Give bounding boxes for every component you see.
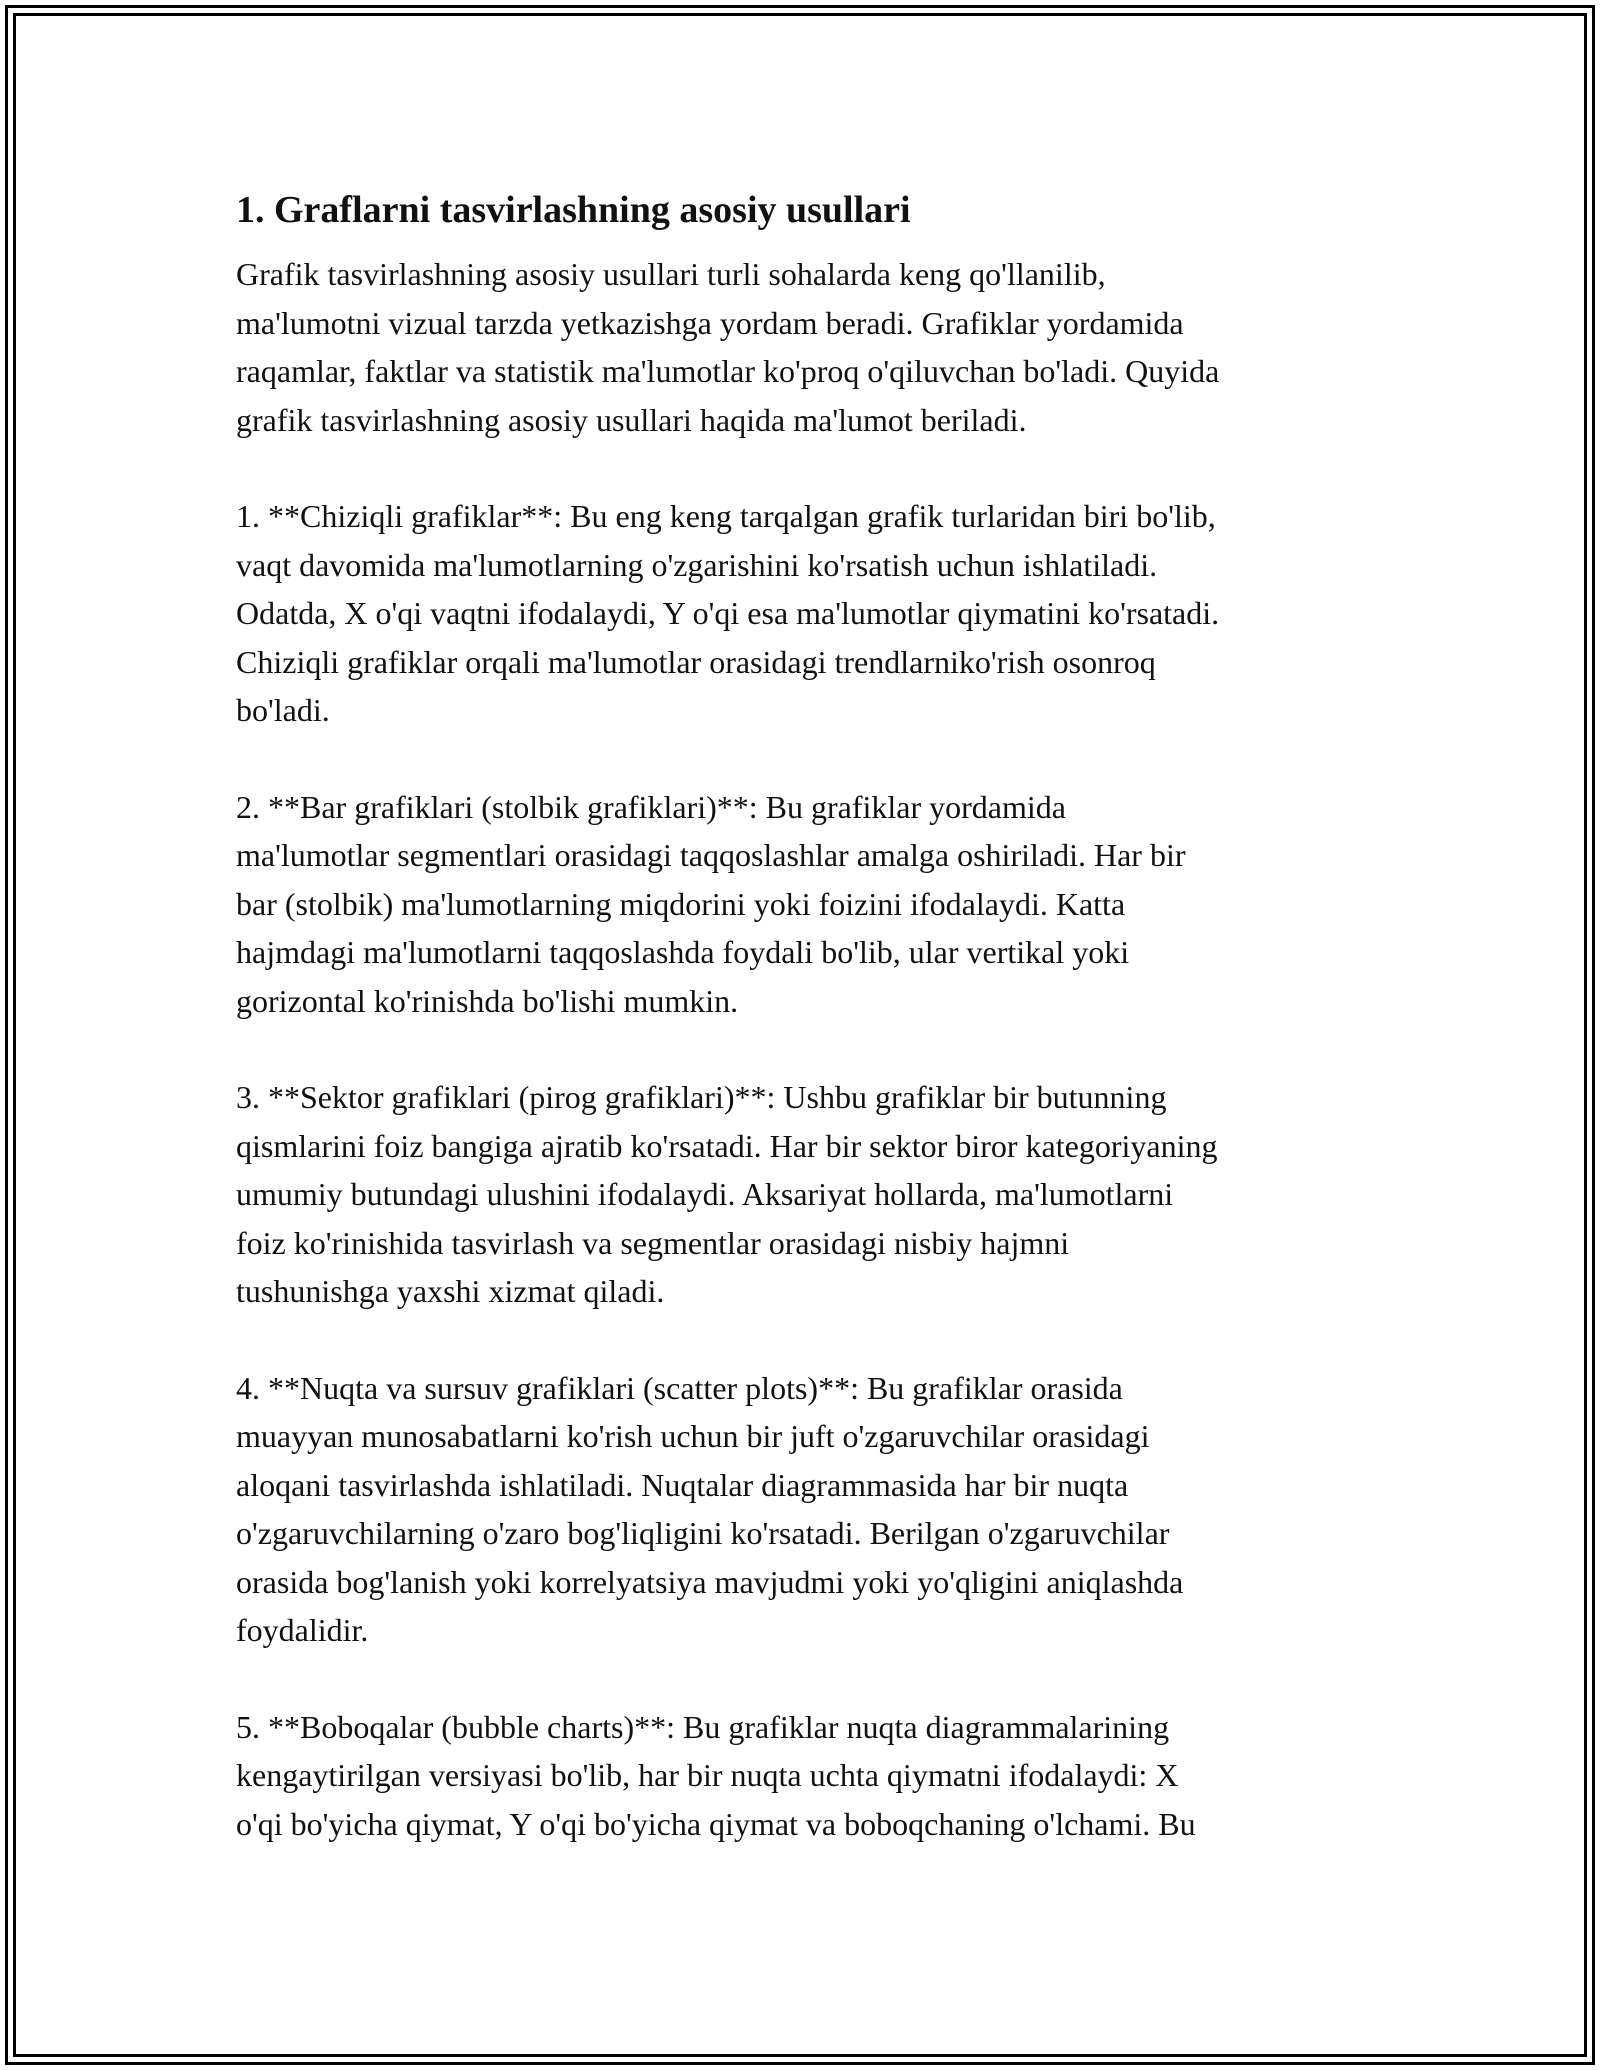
intro-paragraph: Grafik tasvirlashning asosiy usullari turli sohalarda keng qo'llanilib, ma'lumotni vizual tarzda yetkazishga yordam beradi. Grafiklar yordamida raqamlar, faktlar va statistik ma'lumotlar ko'proq o'qiluvchan bo'ladi. Quyida grafik tasvirlashning asosiy usullari haqida ma'lumot beriladi. (236, 256, 1220, 438)
paragraph-bubble-charts: 5. **Boboqalar (bubble charts)**: Bu grafiklar nuqta diagrammalarining kengaytirilgan versiyasi bo'lib, har bir nuqta uchta qiymatni ifodalaydi: X o'qi bo'yicha qiymat, Y o'qi bo'yicha qiymat va boboqchaning o'lchami. Bu (236, 1708, 1196, 1842)
paragraph-bar-charts: 2. **Bar grafiklari (stolbik grafiklari)**: Bu grafiklar yordamida ma'lumotlar segmentlari orasidagi taqqoslashlar amalga oshiriladi. Har bir bar (stolbik) ma'lumotlarning miqdorini yoki foizini ifodalaydi. Katta hajmdagi ma'lumotlarni taqqoslashda foydali bo'lib, ular vertikal yoki gorizontal ko'rinishda bo'lishi mumkin. (236, 788, 1186, 1019)
paragraph-line-charts: 1. **Chiziqli grafiklar**: Bu eng keng tarqalgan grafik turlaridan biri bo'lib, vaqt davomida ma'lumotlarning o'zgarishini ko'rsatish uchun ishlatiladi. Odatda, X o'qi vaqtni ifodalaydi, Y o'qi esa ma'lumotlar qiymatini ko'rsatadi. Chiziqli grafiklar orqali ma'lumotlar orasidagi trendlarniko'rish osonroq bo'ladi. (236, 498, 1220, 728)
document-body (236, 186, 1376, 1896)
document-title: 1. Graflarni tasvirlashning asosiy usullari (236, 189, 911, 231)
paragraph-scatter-plots: 4. **Nuqta va sursuv grafiklari (scatter plots)**: Bu grafiklar orasida muayyan munosabatlarni ko'rish uchun bir juft o'zgaruvchilar orasidagi aloqani tasvirlashda ishlatiladi. Nuqtalar diagrammasida har bir nuqta o'zgaruvchilarning o'zaro bog'liqligini ko'rsatadi. Berilgan o'zgaruvchilar orasida bog'lanish yoki korrelyatsiya mavjudmi yoki yo'qligini aniqlashda foydalidir. (236, 1369, 1184, 1648)
paragraph-pie-charts: 3. **Sektor grafiklari (pirog grafiklari)**: Ushbu grafiklar bir butunning qismlarini foiz bangiga ajratib ko'rsatadi. Har bir sektor biror kategoriyaning umumiy butundagi ulushini ifodalaydi. Aksariyat hollarda, ma'lumotlarni foiz ko'rinishida tasvirlash va segmentlar orasidagi nisbiy hajmni tushunishga yaxshi xizmat qiladi. (236, 1079, 1218, 1309)
